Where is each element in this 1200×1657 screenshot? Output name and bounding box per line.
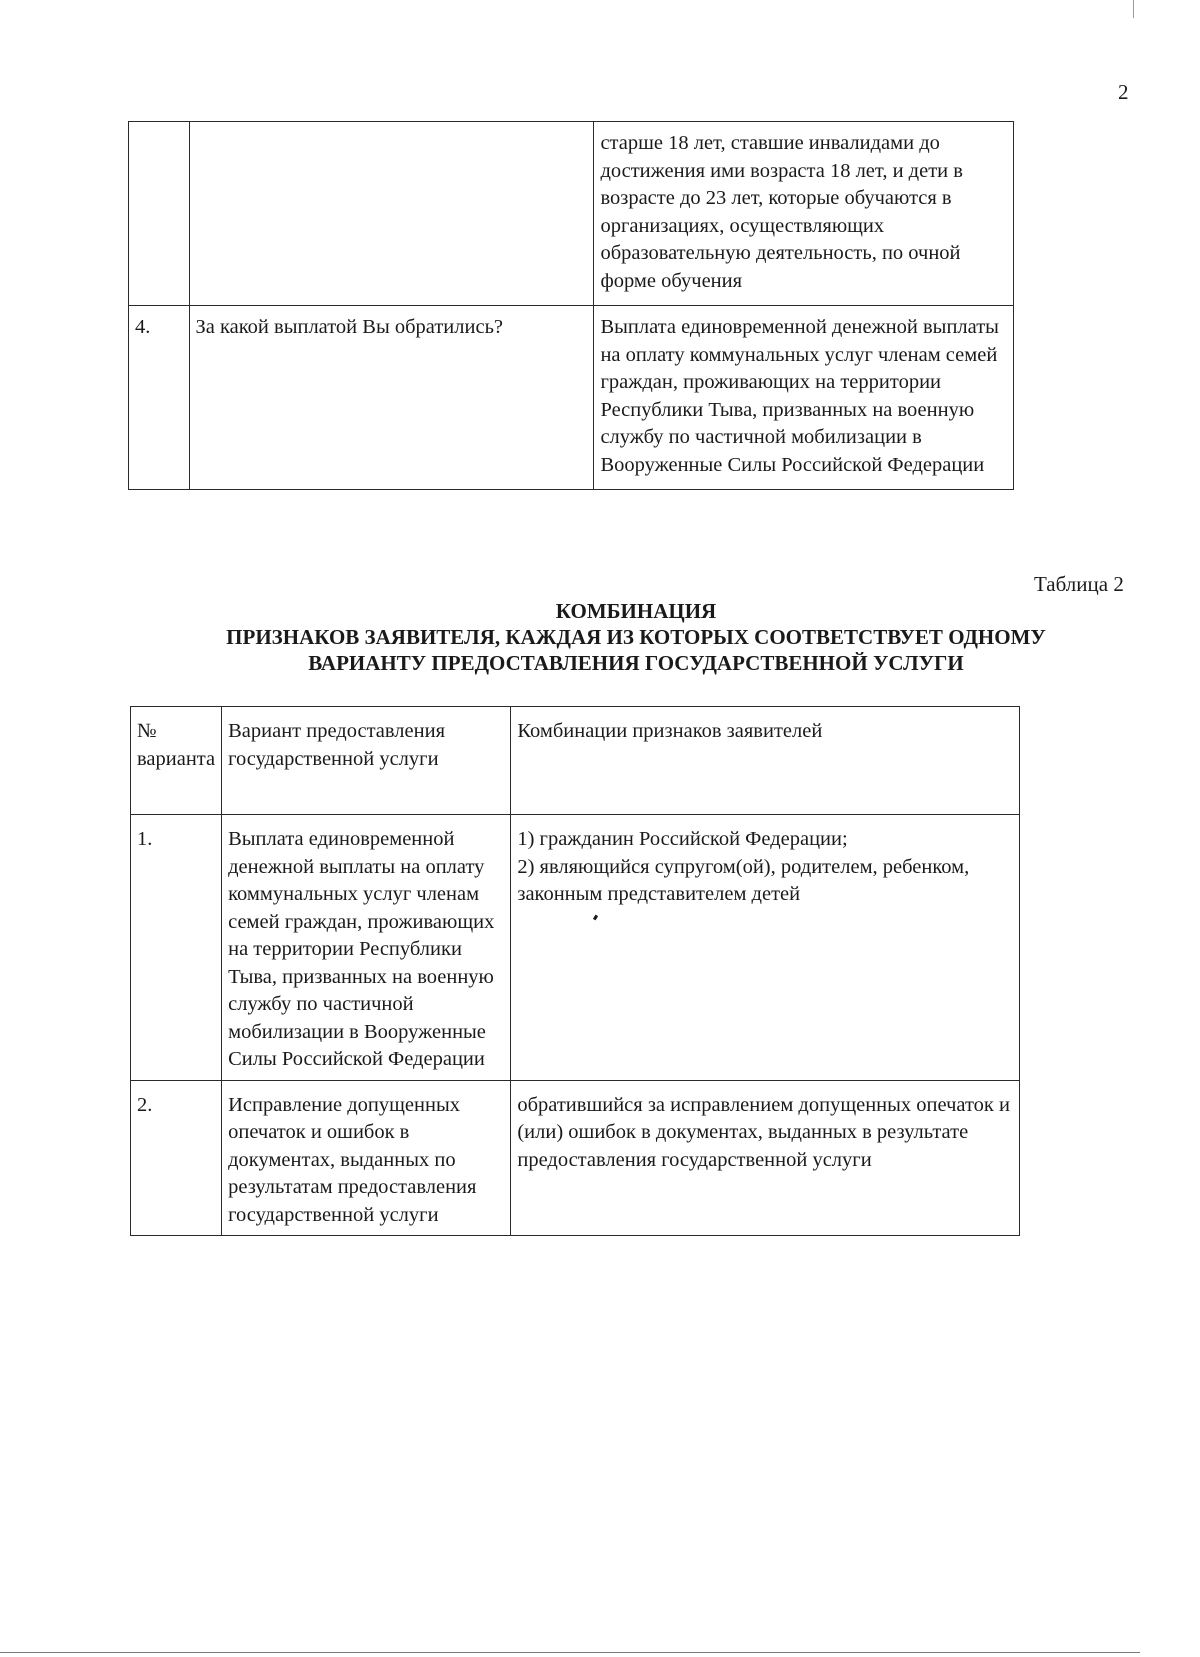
variant-number-cell: 2. (131, 1080, 222, 1236)
answer-cell: Выплата единовременной денежной выплаты на оплату коммунальных услуг членам семей граждан, проживающих на территории Республики Тыва, призванных на военную службу по частичной мобилизации в Вооруженные Силы Российской Федерации (594, 306, 1014, 490)
scan-edge-line (0, 1652, 1140, 1653)
question-cell (189, 122, 594, 306)
variant-cell: Выплата единовременной денежной выплаты на оплату коммунальных услуг членам семей граждан, проживающих на территории Республики Тыва, призванных на военную службу по частичной мобилизации в Вооруженные Силы Российской Федерации (222, 815, 511, 1081)
attributes-cell (511, 1080, 1020, 1236)
table-title (128, 598, 1144, 676)
variants-table (130, 706, 1020, 1236)
page-number: 2 (1118, 80, 1129, 104)
attribute-line: обратившийся за исправлением допущенных опечаток и (или) ошибок в документах, выданных в результате предоставления государственной услуги (517, 1093, 1010, 1171)
table-row (129, 122, 1014, 306)
table-label: Таблица 2 (1034, 572, 1124, 596)
question-cell: За какой выплатой Вы обратились? (189, 306, 594, 490)
header-cell: Вариант предоставления государственной услуги (222, 707, 511, 815)
title-line: ВАРИАНТУ ПРЕДОСТАВЛЕНИЯ ГОСУДАРСТВЕННОЙ УСЛУГИ (308, 651, 964, 675)
scan-edge-mark (1133, 0, 1134, 18)
title-line: ПРИЗНАКОВ ЗАЯВИТЕЛЯ, КАЖДАЯ ИЗ КОТОРЫХ СООТВЕТСТВУЕТ ОДНОМУ (226, 625, 1046, 649)
attributes-cell (511, 815, 1020, 1081)
header-cell: № варианта (131, 707, 222, 815)
table-row (131, 1080, 1020, 1236)
row-number-cell (129, 122, 190, 306)
variant-cell: Исправление допущенных опечаток и ошибок в документах, выданных по результатам предоставления государственной услуги (222, 1080, 511, 1236)
title-line: КОМБИНАЦИЯ (555, 599, 717, 623)
attribute-line: 2) являющийся супругом(ой), родителем, ребенком, законным представителем детей (517, 855, 970, 905)
answer-cell: старше 18 лет, ставшие инвалидами до достижения ими возраста 18 лет, и дети в возрасте до 23 лет, которые обучаются в организациях, осуществляющих образовательную деятельность, по очной форме обучения (594, 122, 1014, 306)
attribute-line: 1) гражданин Российской Федерации; (517, 828, 848, 850)
table-row (131, 815, 1020, 1081)
table-header-row (131, 707, 1020, 815)
questions-table (128, 121, 1014, 490)
row-number-cell: 4. (129, 306, 190, 490)
table-row (129, 306, 1014, 490)
header-cell: Комбинации признаков заявителей (511, 707, 1020, 815)
variant-number-cell: 1. (131, 815, 222, 1081)
